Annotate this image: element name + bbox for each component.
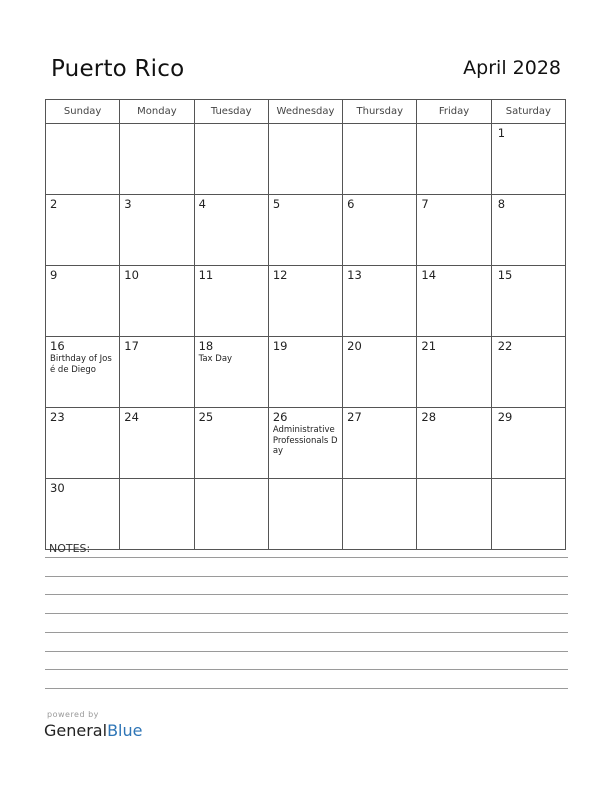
day-number: 15	[497, 268, 513, 282]
empty-day-cell	[268, 479, 342, 550]
brand-logo[interactable]	[44, 721, 142, 740]
day-cell	[268, 408, 342, 479]
day-number: 7	[421, 197, 429, 211]
day-number: 25	[198, 410, 214, 424]
day-cell	[417, 408, 491, 479]
week-row	[46, 266, 566, 337]
week-row	[46, 479, 566, 550]
day-number: 12	[272, 268, 288, 282]
day-number: 10	[124, 268, 139, 282]
day-cell	[120, 195, 194, 266]
day-number: 19	[272, 339, 288, 353]
day-cell	[194, 195, 268, 266]
notes-line	[45, 576, 568, 577]
day-cell	[46, 337, 120, 408]
day-cell	[417, 337, 491, 408]
weekday-header: Monday	[120, 100, 194, 124]
calendar-body	[46, 124, 566, 550]
day-cell	[120, 337, 194, 408]
weekday-header: Thursday	[343, 100, 417, 124]
notes-line	[45, 557, 568, 558]
day-cell	[491, 266, 565, 337]
day-number: 6	[347, 197, 355, 211]
day-number: 23	[50, 410, 65, 424]
notes-line	[45, 669, 568, 670]
empty-day-cell	[268, 124, 342, 195]
weekday-header: Tuesday	[194, 100, 268, 124]
day-number: 29	[497, 410, 513, 424]
day-cell	[268, 195, 342, 266]
day-cell	[343, 195, 417, 266]
day-number: 9	[50, 268, 58, 282]
calendar-country-title: Puerto Rico	[51, 56, 185, 82]
day-number: 22	[497, 339, 513, 353]
weekday-header-row	[46, 100, 566, 124]
calendar-grid	[45, 99, 566, 550]
day-cell	[417, 195, 491, 266]
day-number: 28	[421, 410, 437, 424]
day-number: 13	[347, 268, 362, 282]
weekday-header: Friday	[417, 100, 491, 124]
empty-day-cell	[194, 124, 268, 195]
day-number: 14	[421, 268, 437, 282]
week-row	[46, 124, 566, 195]
day-cell	[120, 408, 194, 479]
day-cell	[194, 337, 268, 408]
empty-day-cell	[46, 124, 120, 195]
empty-day-cell	[417, 479, 491, 550]
notes-line	[45, 632, 568, 633]
day-cell	[268, 337, 342, 408]
empty-day-cell	[120, 479, 194, 550]
brand-name-part2: Blue	[107, 721, 143, 740]
day-number: 1	[497, 126, 506, 140]
holiday-label: Administrative Professionals Day	[272, 425, 338, 456]
day-cell	[46, 195, 120, 266]
powered-by-text: powered by	[47, 710, 99, 719]
day-cell	[491, 337, 565, 408]
empty-day-cell	[343, 479, 417, 550]
day-cell	[343, 266, 417, 337]
notes-line	[45, 613, 568, 614]
week-row	[46, 408, 566, 479]
day-number: 3	[124, 197, 132, 211]
day-number: 2	[50, 197, 58, 211]
empty-day-cell	[343, 124, 417, 195]
day-number: 26	[272, 410, 288, 424]
day-number: 16	[50, 339, 65, 353]
day-cell	[343, 408, 417, 479]
day-number: 5	[272, 197, 281, 211]
notes-label: NOTES:	[49, 542, 91, 555]
weekday-header: Saturday	[491, 100, 565, 124]
day-cell	[417, 266, 491, 337]
day-cell	[268, 266, 342, 337]
day-number: 11	[198, 268, 214, 282]
day-number: 20	[347, 339, 362, 353]
weekday-header: Sunday	[46, 100, 120, 124]
week-row	[46, 195, 566, 266]
day-number: 24	[124, 410, 139, 424]
holiday-label: Birthday of José de Diego	[50, 354, 112, 375]
day-number: 4	[198, 197, 206, 211]
day-number: 8	[497, 197, 506, 211]
day-number: 18	[198, 339, 214, 353]
brand-name-part1: General	[44, 721, 108, 740]
calendar-month-year: April 2028	[463, 57, 561, 79]
day-cell	[194, 266, 268, 337]
notes-line	[45, 688, 568, 689]
empty-day-cell	[194, 479, 268, 550]
day-cell	[491, 195, 565, 266]
day-number: 30	[50, 481, 65, 495]
day-cell	[491, 124, 565, 195]
day-cell	[46, 266, 120, 337]
day-cell	[194, 408, 268, 479]
day-number: 21	[421, 339, 437, 353]
empty-day-cell	[417, 124, 491, 195]
week-row	[46, 337, 566, 408]
day-cell	[491, 408, 565, 479]
weekday-header: Wednesday	[268, 100, 342, 124]
day-cell	[120, 266, 194, 337]
day-number: 17	[124, 339, 139, 353]
day-cell	[46, 479, 120, 550]
day-cell	[343, 337, 417, 408]
notes-line	[45, 651, 568, 652]
holiday-label: Tax Day	[198, 354, 233, 364]
day-cell	[46, 408, 120, 479]
day-number: 27	[347, 410, 362, 424]
empty-day-cell	[120, 124, 194, 195]
notes-line	[45, 594, 568, 595]
empty-day-cell	[491, 479, 565, 550]
